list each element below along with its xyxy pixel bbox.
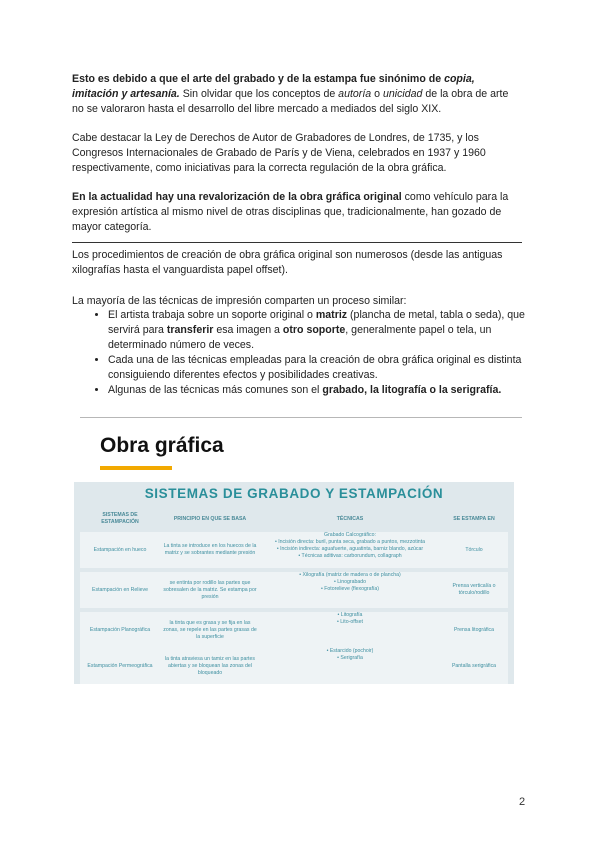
grabado-table-image <box>74 482 514 684</box>
paragraph-mayoria-tecnicas: La mayoría de las técnicas de impresión comparten un proceso similar: <box>72 295 407 307</box>
principle-cell: la tinta atraviesa un tamiz en las partes abiertas y se bloquean las zonas del bloqueado <box>165 655 255 676</box>
press-cell: Tórculo <box>465 546 483 553</box>
press-cell: Prensa vertical/a o tórculo/rodillo <box>452 583 496 596</box>
header-cell: SISTEMAS DE ESTAMPACIÓN <box>101 512 139 525</box>
techniques-cell: Grabado Calcográfico: • Incisión directa: buril, punta seca, grabado a puntos, mezzotinta • Incisión indirecta: aguafuerte, aguatinta, barniz blando, azúcar • Técnicas aditivas: carborundum, collagraph <box>274 532 426 559</box>
press-cell: Prensa litográfica <box>453 626 495 633</box>
header-cell: TÉCNICAS <box>336 515 364 522</box>
paragraph-ley-derechos: Cabe destacar la Ley de Derechos de Autor de Grabadores de Londres, de 1735, y los Congresos Internacionales de Grabado de París y de Viena, celebrados en 1937 y 1960 respectivamente, como iniciativas para la correcta regulación de la obra gráfica. <box>72 132 486 174</box>
table-row <box>80 532 508 568</box>
paragraph-grabado-copia: Esto es debido a que el arte del grabado y de la estampa fue sinónimo de copia, imitación y artesanía. Sin olvidar que los conceptos de autoría o unicidad de la obra de arte no se valoraron hasta el desarrollo del libre mercado a mediados del siglo XIX. <box>72 73 509 115</box>
paragraph-procedimientos: Los procedimientos de creación de obra gráfica original son numerosos (desde las antiguas xilografías hasta el vanguardista papel offset). <box>72 249 503 276</box>
list-item: • Algunas de las técnicas más comunes son el grabado, la litografía o la serigrafía. <box>108 383 544 398</box>
principle-cell: se entinta por rodillo las partes que sobresalen de la matriz. Se estampa por presión <box>163 579 257 600</box>
header-cell: SE ESTAMPA EN <box>453 515 495 522</box>
section-title: Obra gráfica <box>100 434 224 457</box>
principle-cell: la tinta que es grasa y se fija en las zonas, se repele en las partes grasas de la superficie <box>163 619 257 640</box>
principle-cell: La tinta se introduce en los huecos de la matriz y se sobrantes mediante presión <box>163 543 257 556</box>
page-number: 2 <box>519 796 526 808</box>
table-row <box>80 648 508 684</box>
system-cell: Estampación en Relieve <box>92 586 148 593</box>
system-cell: Estampación Planográfica <box>89 626 151 633</box>
divider-line <box>72 242 522 243</box>
table-header <box>80 510 508 528</box>
press-cell: Pantalla serigráfica <box>451 662 497 669</box>
table-row <box>80 572 508 608</box>
title-underline <box>100 466 172 470</box>
list-item: • El artista trabaja sobre un soporte original o matriz (plancha de metal, tabla o seda), que servirá para transferir esa imagen a otro soporte, generalmente papel o tela, un determinado número de veces. <box>108 308 544 353</box>
table-title: SISTEMAS DE GRABADO Y ESTAMPACIÓN <box>144 486 444 501</box>
bullet-list <box>88 308 544 398</box>
header-cell: PRINCIPIO EN QUE SE BASA <box>173 515 247 522</box>
paragraph-revalorizacion: En la actualidad hay una revalorización de la obra gráfica original como vehículo para la expresión artística al mismo nivel de otras disciplinas que, tradicionalmente, han gozado de mayor categoría. <box>72 191 509 233</box>
list-item: • Cada una de las técnicas empleadas para la creación de obra gráfica original es distinta consiguiendo diferentes efectos y posibilidades creativas. <box>108 353 544 383</box>
techniques-cell: • Litografía • Lito-offset <box>337 612 363 625</box>
techniques-cell: • Estarcido (pochoir) • Serigrafía <box>326 648 374 661</box>
section-divider <box>80 417 522 418</box>
table-row <box>80 612 508 648</box>
system-cell: Estampación Permeográfica <box>87 662 153 669</box>
system-cell: Estampación en hueco <box>93 546 147 553</box>
techniques-cell: • Xilografía (matriz de madera o de plancha) • Linograbado • Fotorelieve (flexografía) <box>299 572 401 592</box>
